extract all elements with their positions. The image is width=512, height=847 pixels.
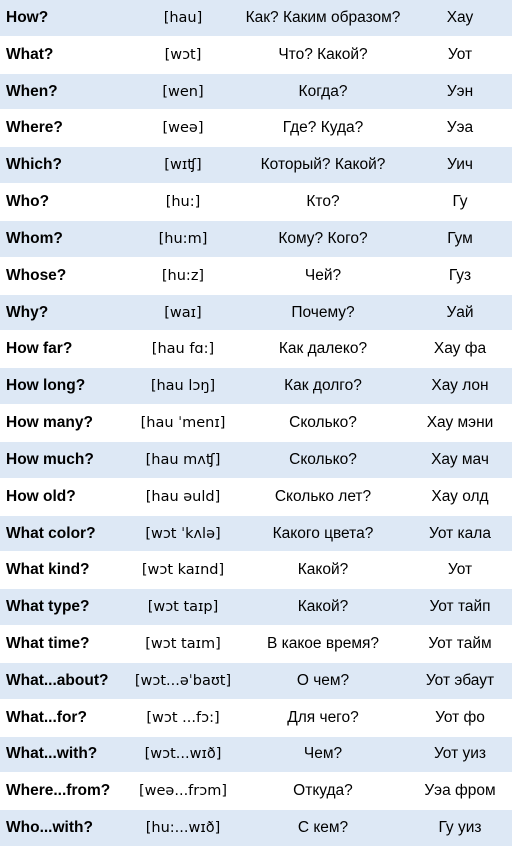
english-word: When? — [6, 82, 58, 100]
table-row — [0, 552, 512, 589]
english-word: What...for? — [6, 708, 87, 726]
table-row — [0, 147, 512, 184]
table-row — [0, 221, 512, 258]
transcription: [weə...frɔm] — [139, 783, 227, 800]
russian-pronunciation: Хау лон — [431, 377, 489, 395]
table-row — [0, 295, 512, 332]
russian-translation: Как далеко? — [278, 340, 368, 358]
english-word: What color? — [6, 524, 96, 542]
table-row — [0, 700, 512, 737]
russian-translation: Почему? — [291, 303, 355, 321]
english-word: Why? — [6, 303, 49, 321]
russian-translation: Сколько лет? — [274, 487, 372, 505]
table-row — [0, 74, 512, 111]
russian-pronunciation: Уот тайп — [429, 598, 491, 616]
russian-translation: Сколько? — [289, 450, 357, 468]
transcription: [wen] — [162, 83, 204, 100]
english-word: Where? — [6, 119, 63, 137]
transcription: [wɔt taɪm] — [145, 635, 221, 652]
russian-translation: Когда? — [298, 82, 348, 100]
russian-pronunciation: Уот тайм — [428, 634, 492, 652]
english-word: What kind? — [6, 561, 90, 579]
russian-pronunciation: Уэа — [446, 119, 474, 137]
english-word: Which? — [6, 156, 62, 174]
table-row — [0, 331, 512, 368]
english-word: How many? — [6, 414, 93, 432]
russian-pronunciation: Хау — [446, 8, 474, 26]
english-word: Who...with? — [6, 819, 93, 837]
russian-translation: Кто? — [306, 193, 340, 211]
russian-pronunciation: Хау мэни — [426, 414, 494, 432]
table-row — [0, 626, 512, 663]
russian-pronunciation: Уот кала — [429, 524, 491, 542]
russian-translation: Для чего? — [287, 708, 359, 726]
russian-translation: Как? Каким образом? — [245, 8, 401, 26]
russian-pronunciation: Хау фа — [433, 340, 487, 358]
table-row — [0, 810, 512, 847]
english-word: Whose? — [6, 266, 67, 284]
russian-pronunciation: Уот фо — [435, 708, 485, 726]
english-word: What...about? — [6, 671, 109, 689]
russian-pronunciation: Уэн — [446, 82, 474, 100]
russian-translation: Чем? — [303, 745, 343, 763]
transcription: [hau ˈmenɪ] — [140, 415, 226, 432]
table-row — [0, 516, 512, 553]
transcription: [hau mʌʧ] — [145, 451, 221, 468]
transcription: [weə] — [162, 120, 204, 137]
table-row — [0, 368, 512, 405]
russian-translation: Чей? — [304, 266, 342, 284]
russian-pronunciation: Гу уиз — [438, 819, 482, 837]
english-word: What? — [6, 45, 54, 63]
transcription: [wɔt ...fɔ:] — [146, 709, 220, 726]
russian-pronunciation: Гуз — [448, 266, 472, 284]
english-word: How long? — [6, 377, 86, 395]
russian-translation: Как долго? — [284, 377, 362, 395]
transcription: [hu:] — [165, 194, 201, 211]
russian-translation: Сколько? — [289, 414, 357, 432]
transcription: [hau əuld] — [145, 488, 221, 505]
transcription: [waɪ] — [164, 304, 202, 321]
russian-pronunciation: Уот — [447, 45, 473, 63]
russian-translation: Что? Какой? — [278, 45, 368, 63]
transcription: [wɔt kaɪnd] — [141, 562, 225, 579]
russian-translation: Какого цвета? — [272, 524, 374, 542]
russian-pronunciation: Уот эбаут — [425, 671, 495, 689]
transcription: [hu:m] — [158, 230, 208, 247]
russian-pronunciation: Уот уиз — [433, 745, 486, 763]
transcription: [wɔt taɪp] — [147, 599, 219, 616]
russian-pronunciation: Гум — [447, 229, 473, 247]
table-row — [0, 442, 512, 479]
table-row — [0, 405, 512, 442]
english-word: What type? — [6, 598, 90, 616]
transcription: [hau fɑ:] — [151, 341, 215, 358]
transcription: [hau] — [163, 9, 203, 26]
table-row — [0, 184, 512, 221]
russian-translation: В какое время? — [266, 634, 380, 652]
table-row — [0, 737, 512, 774]
russian-pronunciation: Уэа фром — [424, 782, 496, 800]
english-word: Where...from? — [6, 782, 111, 800]
russian-pronunciation: Уот — [447, 561, 473, 579]
russian-translation: Который? Какой? — [260, 156, 386, 174]
russian-translation: О чем? — [296, 671, 350, 689]
transcription: [wɔt...əˈbaʊt] — [134, 672, 232, 689]
russian-translation: Какой? — [297, 561, 349, 579]
table-row — [0, 663, 512, 700]
russian-pronunciation: Уич — [447, 156, 473, 174]
russian-translation: Кому? Кого? — [278, 229, 368, 247]
russian-pronunciation: Гу — [452, 193, 468, 211]
transcription: [wɔt...wɪð] — [144, 746, 222, 763]
table-row — [0, 110, 512, 147]
table-row — [0, 0, 512, 37]
transcription: [wɔt ˈkʌlə] — [145, 525, 221, 542]
english-word: What...with? — [6, 745, 98, 763]
transcription: [hu:z] — [161, 267, 205, 284]
transcription: [wɪʧ] — [164, 157, 202, 174]
table-row — [0, 258, 512, 295]
russian-pronunciation: Уай — [446, 303, 474, 321]
english-word: How far? — [6, 340, 73, 358]
russian-pronunciation: Хау олд — [431, 487, 489, 505]
transcription: [hau lɔŋ] — [150, 378, 216, 395]
english-word: Whom? — [6, 229, 63, 247]
english-word: How old? — [6, 487, 76, 505]
transcription: [hu:...wɪð] — [145, 820, 221, 837]
table-row — [0, 37, 512, 74]
russian-translation: Где? Куда? — [282, 119, 364, 137]
english-word: How? — [6, 8, 49, 26]
russian-translation: Откуда? — [293, 782, 353, 800]
russian-pronunciation: Хау мач — [431, 450, 489, 468]
russian-translation: С кем? — [297, 819, 349, 837]
transcription: [wɔt] — [164, 46, 202, 63]
table-row — [0, 479, 512, 516]
table-row — [0, 773, 512, 810]
english-word: How much? — [6, 450, 94, 468]
english-word: What time? — [6, 634, 90, 652]
russian-translation: Какой? — [297, 598, 349, 616]
english-word: Who? — [6, 193, 50, 211]
table-row — [0, 589, 512, 626]
